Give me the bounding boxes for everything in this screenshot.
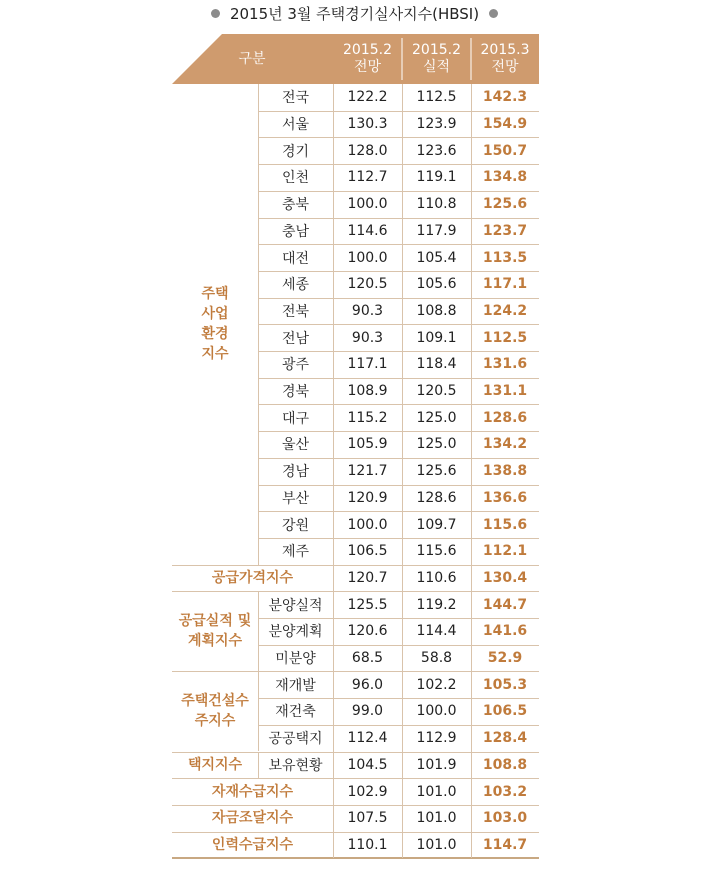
row-label: 강원 xyxy=(281,517,310,534)
value-feb-actual: 114.4 xyxy=(416,623,457,640)
row-divider xyxy=(258,404,539,405)
value-feb-forecast: 102.9 xyxy=(347,783,388,800)
group-label-land-line: 택지지수 xyxy=(187,756,243,773)
value-feb-forecast: 90.3 xyxy=(351,329,384,346)
label-col-divider xyxy=(258,591,259,671)
row-label: 서울 xyxy=(281,117,310,134)
value-mar-forecast: 128.6 xyxy=(482,409,528,426)
col-divider xyxy=(402,84,403,858)
value-feb-forecast: 112.7 xyxy=(347,169,388,186)
value-mar-forecast: 124.2 xyxy=(482,302,528,319)
value-mar-forecast: 128.4 xyxy=(482,730,528,747)
row-divider xyxy=(258,378,539,379)
value-feb-actual: 110.6 xyxy=(416,569,457,586)
row-divider xyxy=(258,298,539,299)
group-label-supply-price xyxy=(172,565,333,592)
value-mar-forecast: 113.5 xyxy=(482,249,528,266)
row-divider xyxy=(258,698,539,699)
row-label: 대구 xyxy=(281,410,310,427)
value-feb-actual: 101.0 xyxy=(416,810,457,827)
value-feb-forecast: 99.0 xyxy=(351,703,384,720)
header-col1-type: 전망 xyxy=(353,59,382,75)
row-divider xyxy=(172,805,539,806)
header-col3-type: 전망 xyxy=(491,59,519,75)
row-label: 광주 xyxy=(281,357,310,374)
value-mar-forecast: 52.9 xyxy=(487,650,523,667)
group-label-supply-plan xyxy=(172,591,258,671)
value-feb-forecast: 100.0 xyxy=(347,196,388,213)
value-feb-actual: 109.7 xyxy=(416,516,457,533)
value-feb-actual: 101.9 xyxy=(416,756,457,773)
value-feb-actual: 125.6 xyxy=(416,463,457,480)
col-divider xyxy=(471,84,472,858)
value-feb-actual: 117.9 xyxy=(416,222,457,239)
row-label: 세종 xyxy=(281,277,310,294)
row-label: 충남 xyxy=(281,223,310,240)
group-label-supply-plan-line: 공급실적 및 xyxy=(178,613,252,630)
value-feb-forecast: 112.4 xyxy=(347,730,388,747)
label-col-divider xyxy=(258,84,259,565)
value-mar-forecast: 150.7 xyxy=(482,142,528,159)
row-divider xyxy=(172,832,539,833)
row-divider xyxy=(258,645,539,646)
value-feb-forecast: 96.0 xyxy=(351,676,384,693)
value-mar-forecast: 136.6 xyxy=(482,489,528,506)
row-label: 보유현황 xyxy=(268,757,323,774)
value-feb-forecast: 130.3 xyxy=(347,116,388,133)
value-feb-actual: 110.8 xyxy=(416,196,457,213)
row-divider xyxy=(258,458,539,459)
label-col-divider xyxy=(258,752,259,779)
value-feb-actual: 120.5 xyxy=(416,383,457,400)
value-feb-forecast: 110.1 xyxy=(347,836,388,853)
value-feb-actual: 100.0 xyxy=(416,703,457,720)
row-label: 제주 xyxy=(281,544,310,561)
value-mar-forecast: 134.2 xyxy=(482,436,528,453)
value-mar-forecast: 131.1 xyxy=(482,383,528,400)
row-label: 대전 xyxy=(281,250,310,267)
value-feb-forecast: 122.2 xyxy=(347,89,388,106)
value-feb-forecast: 108.9 xyxy=(347,383,388,400)
row-divider xyxy=(258,111,539,112)
value-feb-forecast: 128.0 xyxy=(347,142,388,159)
value-feb-forecast: 104.5 xyxy=(347,756,388,773)
group-label-supply-price-line: 공급가격지수 xyxy=(211,569,294,586)
row-label: 재개발 xyxy=(275,677,316,694)
row-label: 재건축 xyxy=(275,704,316,721)
value-feb-actual: 102.2 xyxy=(416,676,457,693)
value-feb-forecast: 117.1 xyxy=(347,356,388,373)
value-feb-forecast: 125.5 xyxy=(347,596,388,613)
value-mar-forecast: 103.2 xyxy=(482,783,528,800)
value-mar-forecast: 117.1 xyxy=(482,276,528,293)
row-divider xyxy=(258,538,539,539)
value-mar-forecast: 125.6 xyxy=(482,196,528,213)
header-col-feb-forecast xyxy=(333,34,402,84)
row-label: 부산 xyxy=(281,490,310,507)
value-feb-forecast: 107.5 xyxy=(347,810,388,827)
row-label: 경남 xyxy=(281,464,310,481)
row-divider xyxy=(258,244,539,245)
group-label-housing-env-line: 지수 xyxy=(201,346,229,363)
row-label: 경기 xyxy=(281,143,310,160)
row-divider xyxy=(258,725,539,726)
table-title-bar xyxy=(0,0,709,26)
row-label: 전북 xyxy=(281,303,310,320)
group-label-material xyxy=(172,778,333,805)
header-col3-year: 2015.3 xyxy=(480,42,530,58)
group-label-construction-line: 주지수 xyxy=(194,713,236,730)
row-label: 울산 xyxy=(281,437,310,454)
value-feb-actual: 101.0 xyxy=(416,836,457,853)
value-mar-forecast: 138.8 xyxy=(482,463,528,480)
row-divider xyxy=(258,218,539,219)
value-feb-actual: 123.9 xyxy=(416,116,457,133)
group-label-housing-env-line: 사업 xyxy=(201,306,229,323)
value-feb-forecast: 90.3 xyxy=(351,302,384,319)
value-mar-forecast: 141.6 xyxy=(482,623,528,640)
value-feb-actual: 125.0 xyxy=(416,436,457,453)
value-feb-forecast: 105.9 xyxy=(347,436,388,453)
value-feb-forecast: 120.9 xyxy=(347,489,388,506)
row-divider xyxy=(258,324,539,325)
value-feb-forecast: 120.6 xyxy=(347,623,388,640)
row-label: 분양실적 xyxy=(268,597,323,614)
row-divider xyxy=(258,351,539,352)
row-divider xyxy=(258,618,539,619)
group-label-housing-env xyxy=(172,84,258,565)
value-feb-forecast: 106.5 xyxy=(347,543,388,560)
value-mar-forecast: 105.3 xyxy=(482,676,528,693)
value-feb-actual: 115.6 xyxy=(416,543,457,560)
value-feb-actual: 125.0 xyxy=(416,409,457,426)
row-divider xyxy=(172,857,539,859)
value-feb-forecast: 121.7 xyxy=(347,463,388,480)
value-feb-forecast: 120.5 xyxy=(347,276,388,293)
value-mar-forecast: 112.5 xyxy=(482,329,528,346)
row-divider xyxy=(258,137,539,138)
value-feb-actual: 118.4 xyxy=(416,356,457,373)
value-feb-forecast: 100.0 xyxy=(347,516,388,533)
header-category-label: 구분 xyxy=(238,50,266,67)
row-label: 전남 xyxy=(281,330,310,347)
row-label: 인천 xyxy=(281,170,310,187)
value-feb-actual: 112.5 xyxy=(416,89,457,106)
group-label-finance xyxy=(172,805,333,832)
header-col2-type: 실적 xyxy=(422,59,451,75)
row-divider xyxy=(172,565,539,566)
row-label: 경북 xyxy=(281,384,310,401)
value-feb-forecast: 115.2 xyxy=(347,409,388,426)
col-divider xyxy=(333,84,334,858)
value-feb-actual: 119.1 xyxy=(416,169,457,186)
value-mar-forecast: 123.7 xyxy=(482,222,528,239)
group-label-finance-line: 자금조달지수 xyxy=(211,810,294,827)
header-col-mar-forecast xyxy=(471,34,539,84)
row-divider xyxy=(258,485,539,486)
header-col-feb-actual xyxy=(402,34,471,84)
row-divider xyxy=(258,271,539,272)
bullet-dot-icon xyxy=(489,9,498,18)
header-col2-year: 2015.2 xyxy=(412,42,461,58)
row-label: 충북 xyxy=(281,197,310,214)
value-mar-forecast: 134.8 xyxy=(482,169,528,186)
row-label: 공공택지 xyxy=(268,731,323,748)
header-category xyxy=(172,34,332,84)
value-feb-actual: 58.8 xyxy=(420,650,453,667)
bullet-dot-icon xyxy=(211,9,220,18)
value-feb-forecast: 120.7 xyxy=(347,569,388,586)
row-divider xyxy=(258,164,539,165)
value-mar-forecast: 112.1 xyxy=(482,543,528,560)
value-feb-actual: 119.2 xyxy=(416,596,457,613)
label-col-divider xyxy=(258,671,259,751)
value-feb-forecast: 100.0 xyxy=(347,249,388,266)
row-label: 분양계획 xyxy=(268,624,323,641)
group-label-construction-line: 주택건설수 xyxy=(181,693,249,710)
row-divider xyxy=(258,191,539,192)
value-feb-actual: 112.9 xyxy=(416,730,457,747)
value-feb-actual: 108.8 xyxy=(416,302,457,319)
group-label-supply-plan-line: 계획지수 xyxy=(187,633,243,650)
group-label-land xyxy=(172,752,258,779)
value-feb-actual: 105.4 xyxy=(416,249,457,266)
row-label: 전국 xyxy=(281,90,310,107)
value-mar-forecast: 144.7 xyxy=(482,596,528,613)
row-label: 미분양 xyxy=(275,651,316,668)
value-mar-forecast: 131.6 xyxy=(482,356,528,373)
group-label-material-line: 자재수급지수 xyxy=(211,783,294,800)
group-label-housing-env-line: 주택 xyxy=(201,286,229,303)
value-feb-forecast: 68.5 xyxy=(351,650,384,667)
value-feb-actual: 105.6 xyxy=(416,276,457,293)
value-mar-forecast: 106.5 xyxy=(482,703,528,720)
value-mar-forecast: 115.6 xyxy=(482,516,528,533)
row-divider xyxy=(258,431,539,432)
value-mar-forecast: 154.9 xyxy=(482,116,528,133)
row-divider xyxy=(258,511,539,512)
row-divider xyxy=(172,752,539,753)
value-feb-actual: 101.0 xyxy=(416,783,457,800)
group-label-construction xyxy=(172,671,258,751)
value-feb-actual: 128.6 xyxy=(416,489,457,506)
value-feb-forecast: 114.6 xyxy=(347,222,388,239)
value-mar-forecast: 142.3 xyxy=(482,89,528,106)
value-feb-actual: 109.1 xyxy=(416,329,457,346)
header-col1-year: 2015.2 xyxy=(343,42,392,58)
value-mar-forecast: 108.8 xyxy=(482,756,528,773)
value-feb-actual: 123.6 xyxy=(416,142,457,159)
group-label-housing-env-line: 환경 xyxy=(201,326,229,343)
row-divider xyxy=(172,671,539,672)
row-divider xyxy=(172,778,539,779)
value-mar-forecast: 103.0 xyxy=(482,810,528,827)
row-divider xyxy=(172,591,539,592)
table-title: 2015년 3월 주택경기실사지수(HBSI) xyxy=(229,4,480,23)
value-mar-forecast: 114.7 xyxy=(482,836,528,853)
value-mar-forecast: 130.4 xyxy=(482,569,528,586)
group-label-labor xyxy=(172,832,333,859)
group-label-labor-line: 인력수급지수 xyxy=(211,836,294,853)
